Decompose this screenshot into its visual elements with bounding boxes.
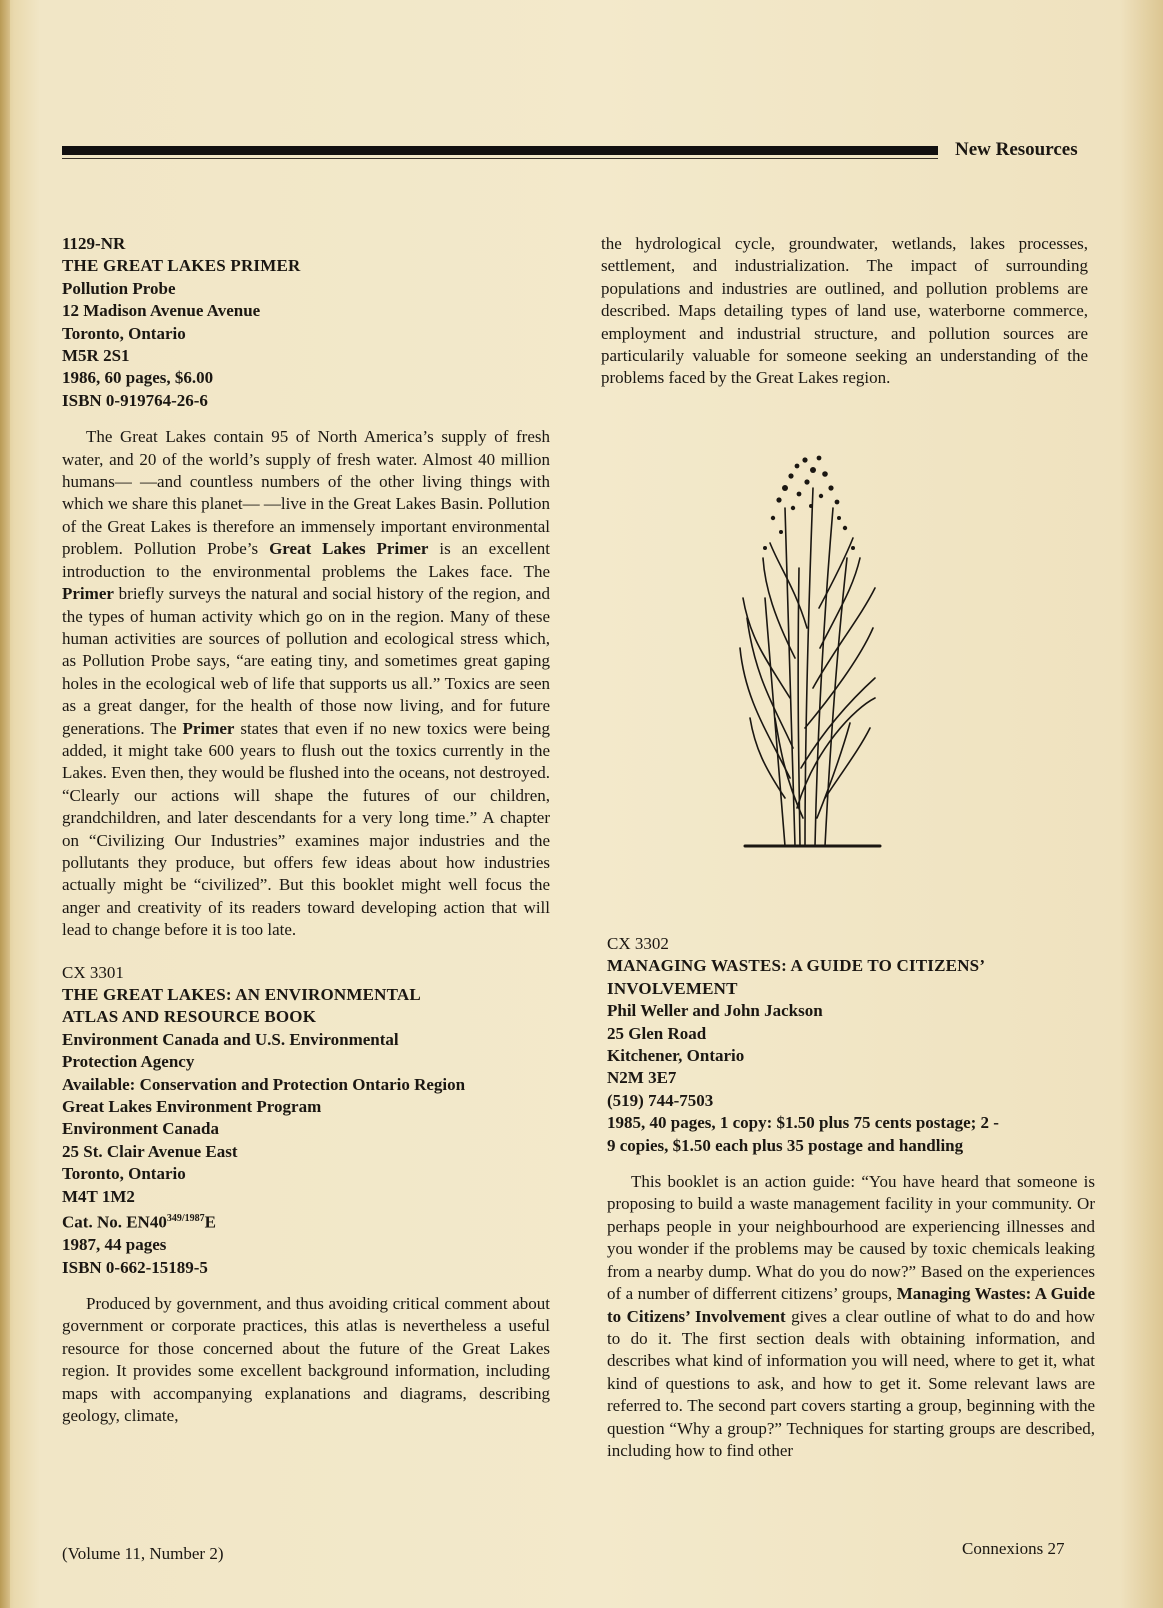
entry-2-availability: Available: Conservation and Protection Ontario Region [62, 1074, 466, 1094]
entry-3-authors: Phil Weller and John Jackson [607, 1001, 823, 1021]
right-column-bottom [607, 933, 1095, 1462]
entry-2-title-line-2: ATLAS AND RESOURCE BOOK [62, 1007, 317, 1027]
entry-3-header [607, 933, 1095, 1157]
entry-1-review-part-e: states that even if no new toxics were being added, it might take 600 years to flush out the toxics currently in the Lakes. Even then, they would be flushed into the oceans, not destroyed. “Clearly our actions will shape the futures of our children, grandchildren, and later descendants for a very long time.” A chapter on “Civilizing Our Industries” examines major industries and the pollutants they produce, but offers few ideas about how industries actually might be “civilized”. But this booklet might well focus the anger and creativity of its readers toward developing action that will lead to change before it is too late. [62, 718, 551, 940]
entry-2-author-1: Environment Canada and U.S. Environmental [62, 1029, 399, 1049]
entry-2-title-line-1: THE GREAT LAKES: AN ENVIRONMENTAL [62, 985, 421, 1004]
entry-2-address: 25 St. Clair Avenue East [62, 1141, 238, 1161]
entry-1-isbn: ISBN 0-919764-26-6 [62, 390, 208, 410]
section-label: New Resources [955, 139, 1078, 160]
entry-2-program: Great Lakes Environment Program [62, 1097, 322, 1117]
binding-edge [0, 0, 10, 1608]
entry-2-catalog-number [62, 1208, 550, 1234]
entry-2-catalog-prefix: Cat. No. EN40 [62, 1212, 167, 1232]
entry-3-review-part-a: This booklet is an action guide: “You have heard that someone is proposing to build a waste management facility in your community. Or perhaps people in your neighbourhood are experiencing illnesses and you wonder if the problems may be caused by toxic chemicals leaking from a nearby dump. What do you do now?” Based on the experiences of a number of differrent citizens’ groups, [607, 1172, 1095, 1304]
entry-1-review-part-d: briefly surveys the natural and social history of the region, and the types of human activity which go on in the region. Many of these human activities are sources of pollution and ecological stress which, as Pollution Probe says, “are eating tiny, and sometimes great gaping holes in the ecological web of life that supports us all.” Toxics are seen as a great danger, for the health of those now living, and for future generations. The [62, 584, 551, 738]
entry-1-address: 12 Madison Avenue Avenue [62, 301, 261, 321]
entry-1-review-bold-3: Primer [182, 718, 235, 738]
entry-1-review-bold-1: Great Lakes Primer [269, 539, 429, 559]
entry-1-review [62, 426, 550, 941]
entry-3-code: CX 3302 [607, 934, 669, 953]
entry-2-review: Produced by government, and thus avoiding critical comment about government or corporate practices, this atlas is nevertheless a useful resource for those concerned about the future of the Great Lakes region. It provides some excellent background information, including maps with accompanying explanations and diagrams, describing geology, climate, [62, 1293, 550, 1425]
entry-1-code: 1129-NR [62, 234, 126, 253]
entry-1-details: 1986, 60 pages, $6.00 [62, 368, 214, 388]
entry-3-phone: (519) 744-7503 [607, 1090, 714, 1110]
entry-3-review-part-c: gives a clear outline of what to do and how to do it. The first section deals with obtaining information, and describes what kind of information you will need, where to get it, what kind of questions to ask, and how to get it. Some relevant laws are referred to. The second part covers starting a group, beginning with the question “Why a group?” Techniques for starting groups are described, including how to find other [607, 1306, 1095, 1460]
entry-1-publisher: Pollution Probe [62, 278, 176, 298]
entry-2-review-continued: the hydrological cycle, groundwater, wetlands, lakes processes, settlement, and industrialization. The impact of surrounding populations and industries are outlined, and pollution problems are described. Maps detailing types of land use, waterborne commerce, employment and industrial structure, and pollution sources are particularily valuable for someone seeking an understanding of the problems faced by the Great Lakes region. [601, 234, 1088, 388]
entry-2-postal: M4T 1M2 [62, 1186, 135, 1206]
left-column [62, 233, 550, 1427]
header-rule-thin [62, 158, 938, 159]
entry-2-header [62, 962, 550, 1279]
entry-2-author-2: Protection Agency [62, 1052, 195, 1072]
entry-2-details: 1987, 44 pages [62, 1235, 167, 1255]
entry-3-title-line-1: MANAGING WASTES: A GUIDE TO CITIZENS’ [607, 956, 986, 976]
entry-3-city: Kitchener, Ontario [607, 1046, 745, 1066]
entry-3-title-line-2: INVOLVEMENT [607, 978, 738, 998]
footer-page-number: Connexions 27 [962, 1539, 1065, 1558]
spacer [62, 942, 550, 962]
entry-1-title: THE GREAT LAKES PRIMER [62, 256, 301, 276]
footer-volume: (Volume 11, Number 2) [62, 1544, 224, 1563]
entry-1-review-bold-2: Primer [62, 584, 114, 604]
entry-1-postal: M5R 2S1 [62, 346, 130, 366]
wild-rice-plant-illustration [735, 448, 885, 873]
entry-1-review-part-a: The Great Lakes contain 95 of North America’s supply of fresh water, and 20 of the world’s supply of fresh water. Almost 40 million humans— —and countless numbers of the other living things with which we share this planet— —live in the Great Lakes Basin. Pollution of the Great Lakes is therefore an immensely important environmental problem. Pollution Probe’s [62, 427, 550, 559]
header-rule [62, 146, 938, 155]
entry-3-details-2: 9 copies, $1.50 each plus 35 postage and handling [607, 1135, 964, 1155]
entry-2-catalog-sup: 349/1987 [166, 1213, 205, 1225]
entry-2-catalog-suffix: E [204, 1212, 216, 1232]
entry-1-header [62, 233, 550, 412]
entry-1-review-part-c: is an excellent introduction to the environmental problems the Lakes face. The [62, 539, 551, 581]
entry-3-postal: N2M 3E7 [607, 1068, 677, 1088]
entry-1-city: Toronto, Ontario [62, 323, 186, 343]
entry-3-review [607, 1171, 1095, 1462]
right-column-top [601, 233, 1088, 390]
entry-2-agency: Environment Canada [62, 1119, 219, 1139]
entry-2-city: Toronto, Ontario [62, 1164, 186, 1184]
entry-3-address: 25 Glen Road [607, 1023, 707, 1043]
entry-2-isbn: ISBN 0-662-15189-5 [62, 1257, 208, 1277]
entry-3-details-1: 1985, 40 pages, 1 copy: $1.50 plus 75 cents postage; 2 - [607, 1113, 999, 1133]
entry-2-code: CX 3301 [62, 962, 124, 982]
entry-3-review-bold: Managing Wastes: A Guide to Citizens’ Involvement [607, 1284, 1095, 1326]
